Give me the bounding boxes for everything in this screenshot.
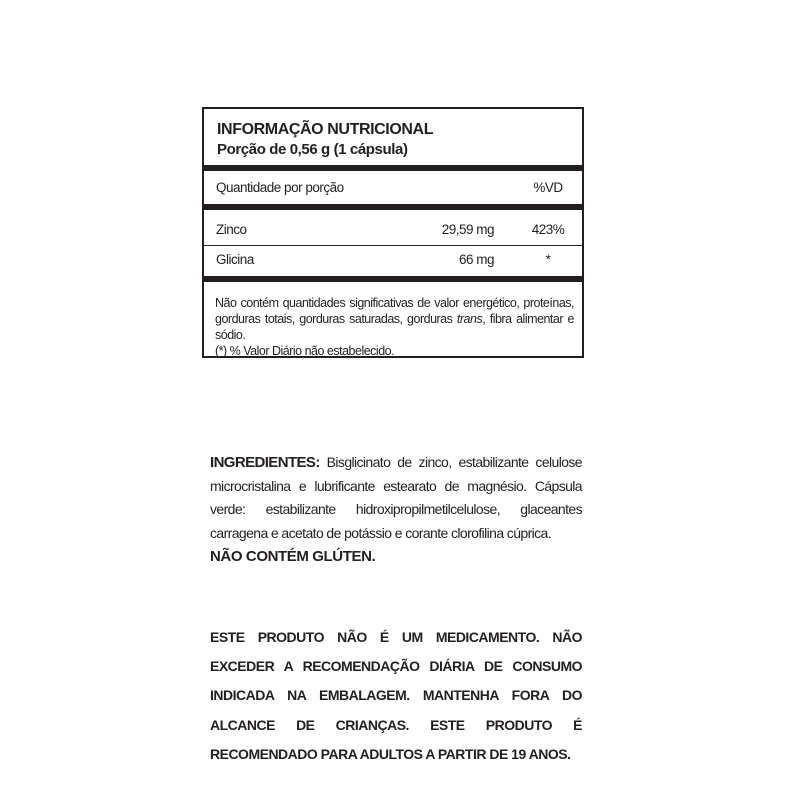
divider-thick — [204, 204, 582, 210]
gluten-notice: NÃO CONTÉM GLÚTEN. — [210, 548, 376, 565]
ingredients-label: INGREDIENTES: — [210, 454, 320, 471]
nutrition-facts-table — [202, 107, 584, 358]
row-zinco-amount: 29,59 mg — [441, 222, 494, 237]
row-glicina-amount: 66 mg — [458, 252, 494, 267]
footnote-line-3: (*) % Valor Diário não estabelecido. — [215, 344, 395, 358]
trans-italic: trans — [456, 312, 483, 326]
row-glicina-name: Glicina — [216, 252, 254, 267]
ingredients-block — [210, 451, 582, 569]
nutrition-title: INFORMAÇÃO NUTRICIONAL — [217, 121, 434, 138]
divider-thin — [204, 245, 582, 246]
row-zinco-name: Zinco — [216, 222, 247, 237]
portion-size: Porção de 0,56 g (1 cápsula) — [217, 141, 408, 158]
header-vd: %VD — [533, 180, 563, 195]
header-quantity: Quantidade por porção — [216, 180, 344, 195]
nutrition-footnote — [215, 295, 574, 359]
row-glicina-vd: * — [545, 252, 551, 267]
footnote-line-1: Não contém quantidades significativas de valor energético, proteínas, — [215, 296, 574, 310]
divider-thick — [204, 276, 582, 282]
warning-text: ESTE PRODUTO NÃO É UM MEDICAMENTO. NÃO EXCEDER A RECOMENDAÇÃO DIÁRIA DE CONSUMO INDICADA NA EMBALAGEM. MANTENHA FORA DO ALCANCE DE CRIANÇAS. ESTE PRODUTO É RECOMENDADO PARA ADULTOS A PARTIR DE 19 ANOS. — [210, 629, 582, 762]
ingredients-text: Bisglicinato de zinco, estabilizante celulose microcristalina e lubrificante estearato de magnésio. Cápsula verde: estabilizante hidroxipropilmetilcelulose, glaceantes carragena e acetato de potássio e corante clorofilina cúprica. — [210, 454, 582, 541]
divider-thick — [204, 165, 582, 171]
footnote-line-2: gorduras totais, gorduras saturadas, gorduras trans, fibra alimentar e sódio. — [215, 312, 574, 342]
row-zinco-vd: 423% — [531, 222, 565, 237]
